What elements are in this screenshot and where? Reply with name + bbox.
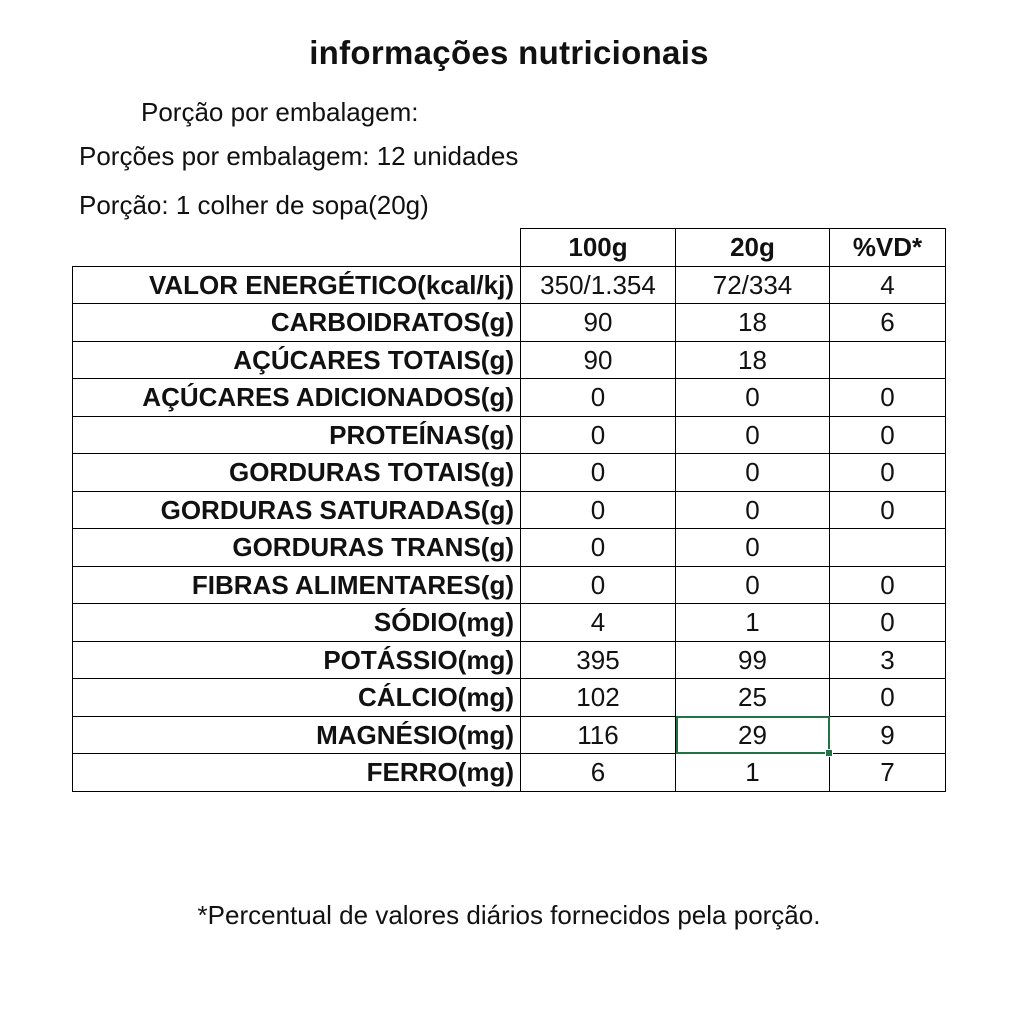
nutrient-name-cell[interactable]: GORDURAS TRANS(g) <box>73 529 521 567</box>
table-row <box>73 491 946 529</box>
nutrient-name-cell[interactable]: GORDURAS SATURADAS(g) <box>73 491 521 529</box>
nutrient-name-cell[interactable]: CÁLCIO(mg) <box>73 679 521 717</box>
table-header-row <box>73 229 946 267</box>
table-row <box>73 304 946 342</box>
nutrient-name-cell[interactable]: POTÁSSIO(mg) <box>73 641 521 679</box>
value-100g-cell[interactable]: 6 <box>521 754 676 792</box>
nutrient-name-cell[interactable]: SÓDIO(mg) <box>73 604 521 642</box>
value-vd-cell[interactable]: 3 <box>830 641 946 679</box>
value-100g-cell[interactable]: 116 <box>521 716 676 754</box>
serving-size: Porção: 1 colher de sopa(20g) <box>79 190 429 220</box>
nutrient-name-cell[interactable]: AÇÚCARES ADICIONADOS(g) <box>73 379 521 417</box>
table-row <box>73 454 946 492</box>
value-100g-cell[interactable]: 350/1.354 <box>521 266 676 304</box>
table-row <box>73 341 946 379</box>
value-100g-cell[interactable]: 0 <box>521 529 676 567</box>
value-20g-cell[interactable]: 0 <box>676 416 830 454</box>
nutrient-name-cell[interactable]: AÇÚCARES TOTAIS(g) <box>73 341 521 379</box>
value-vd-cell[interactable]: 7 <box>830 754 946 792</box>
value-100g-cell[interactable]: 4 <box>521 604 676 642</box>
nutrient-name-cell[interactable]: VALOR ENERGÉTICO(kcal/kj) <box>73 266 521 304</box>
page-title: informações nutricionais <box>309 34 709 71</box>
value-100g-cell[interactable]: 90 <box>521 304 676 342</box>
value-20g-cell[interactable]: 18 <box>676 304 830 342</box>
value-vd-cell[interactable]: 9 <box>830 716 946 754</box>
value-100g-cell[interactable]: 0 <box>521 566 676 604</box>
value-vd-cell[interactable]: 0 <box>830 491 946 529</box>
nutrition-table <box>72 228 946 792</box>
value-vd-cell[interactable]: 6 <box>830 304 946 342</box>
value-vd-cell[interactable] <box>830 341 946 379</box>
header-vd[interactable]: %VD* <box>830 229 946 267</box>
table-row <box>73 604 946 642</box>
value-vd-cell[interactable]: 4 <box>830 266 946 304</box>
value-vd-cell[interactable] <box>830 529 946 567</box>
value-vd-cell[interactable]: 0 <box>830 379 946 417</box>
nutrient-name-cell[interactable]: FERRO(mg) <box>73 754 521 792</box>
value-100g-cell[interactable]: 0 <box>521 379 676 417</box>
value-100g-cell[interactable]: 0 <box>521 416 676 454</box>
servings-per-package: Porções por embalagem: 12 unidades <box>79 141 519 171</box>
nutrient-name-cell[interactable]: MAGNÉSIO(mg) <box>73 716 521 754</box>
table-row <box>73 716 946 754</box>
value-100g-cell[interactable]: 102 <box>521 679 676 717</box>
value-20g-cell[interactable]: 0 <box>676 566 830 604</box>
selected-cell[interactable] <box>676 716 830 754</box>
serving-per-package-label: Porção por embalagem: <box>141 97 419 127</box>
value-100g-cell[interactable]: 0 <box>521 454 676 492</box>
value-100g-cell[interactable]: 0 <box>521 491 676 529</box>
table-row <box>73 641 946 679</box>
value-20g-cell[interactable]: 0 <box>676 529 830 567</box>
selected-cell-value: 29 <box>738 719 767 750</box>
value-20g-cell[interactable]: 1 <box>676 604 830 642</box>
value-20g-cell[interactable]: 72/334 <box>676 266 830 304</box>
table-row <box>73 566 946 604</box>
value-20g-cell[interactable]: 0 <box>676 379 830 417</box>
fill-handle[interactable] <box>825 749 833 757</box>
header-blank-cell <box>73 229 521 267</box>
value-100g-cell[interactable]: 395 <box>521 641 676 679</box>
table-row <box>73 266 946 304</box>
table-row <box>73 679 946 717</box>
table-row <box>73 754 946 792</box>
nutrient-name-cell[interactable]: FIBRAS ALIMENTARES(g) <box>73 566 521 604</box>
table-row <box>73 416 946 454</box>
table-row <box>73 529 946 567</box>
value-20g-cell[interactable]: 18 <box>676 341 830 379</box>
value-20g-cell[interactable]: 1 <box>676 754 830 792</box>
value-vd-cell[interactable]: 0 <box>830 679 946 717</box>
value-100g-cell[interactable]: 90 <box>521 341 676 379</box>
nutrient-name-cell[interactable]: GORDURAS TOTAIS(g) <box>73 454 521 492</box>
header-20g[interactable]: 20g <box>676 229 830 267</box>
value-vd-cell[interactable]: 0 <box>830 454 946 492</box>
value-20g-cell[interactable]: 0 <box>676 491 830 529</box>
value-vd-cell[interactable]: 0 <box>830 604 946 642</box>
footnote: *Percentual de valores diários fornecidos pela porção. <box>197 900 821 930</box>
value-20g-cell[interactable]: 25 <box>676 679 830 717</box>
nutrient-name-cell[interactable]: CARBOIDRATOS(g) <box>73 304 521 342</box>
value-vd-cell[interactable]: 0 <box>830 416 946 454</box>
value-20g-cell[interactable]: 0 <box>676 454 830 492</box>
value-20g-cell[interactable]: 99 <box>676 641 830 679</box>
header-100g[interactable]: 100g <box>521 229 676 267</box>
table-row <box>73 379 946 417</box>
nutrient-name-cell[interactable]: PROTEÍNAS(g) <box>73 416 521 454</box>
value-vd-cell[interactable]: 0 <box>830 566 946 604</box>
